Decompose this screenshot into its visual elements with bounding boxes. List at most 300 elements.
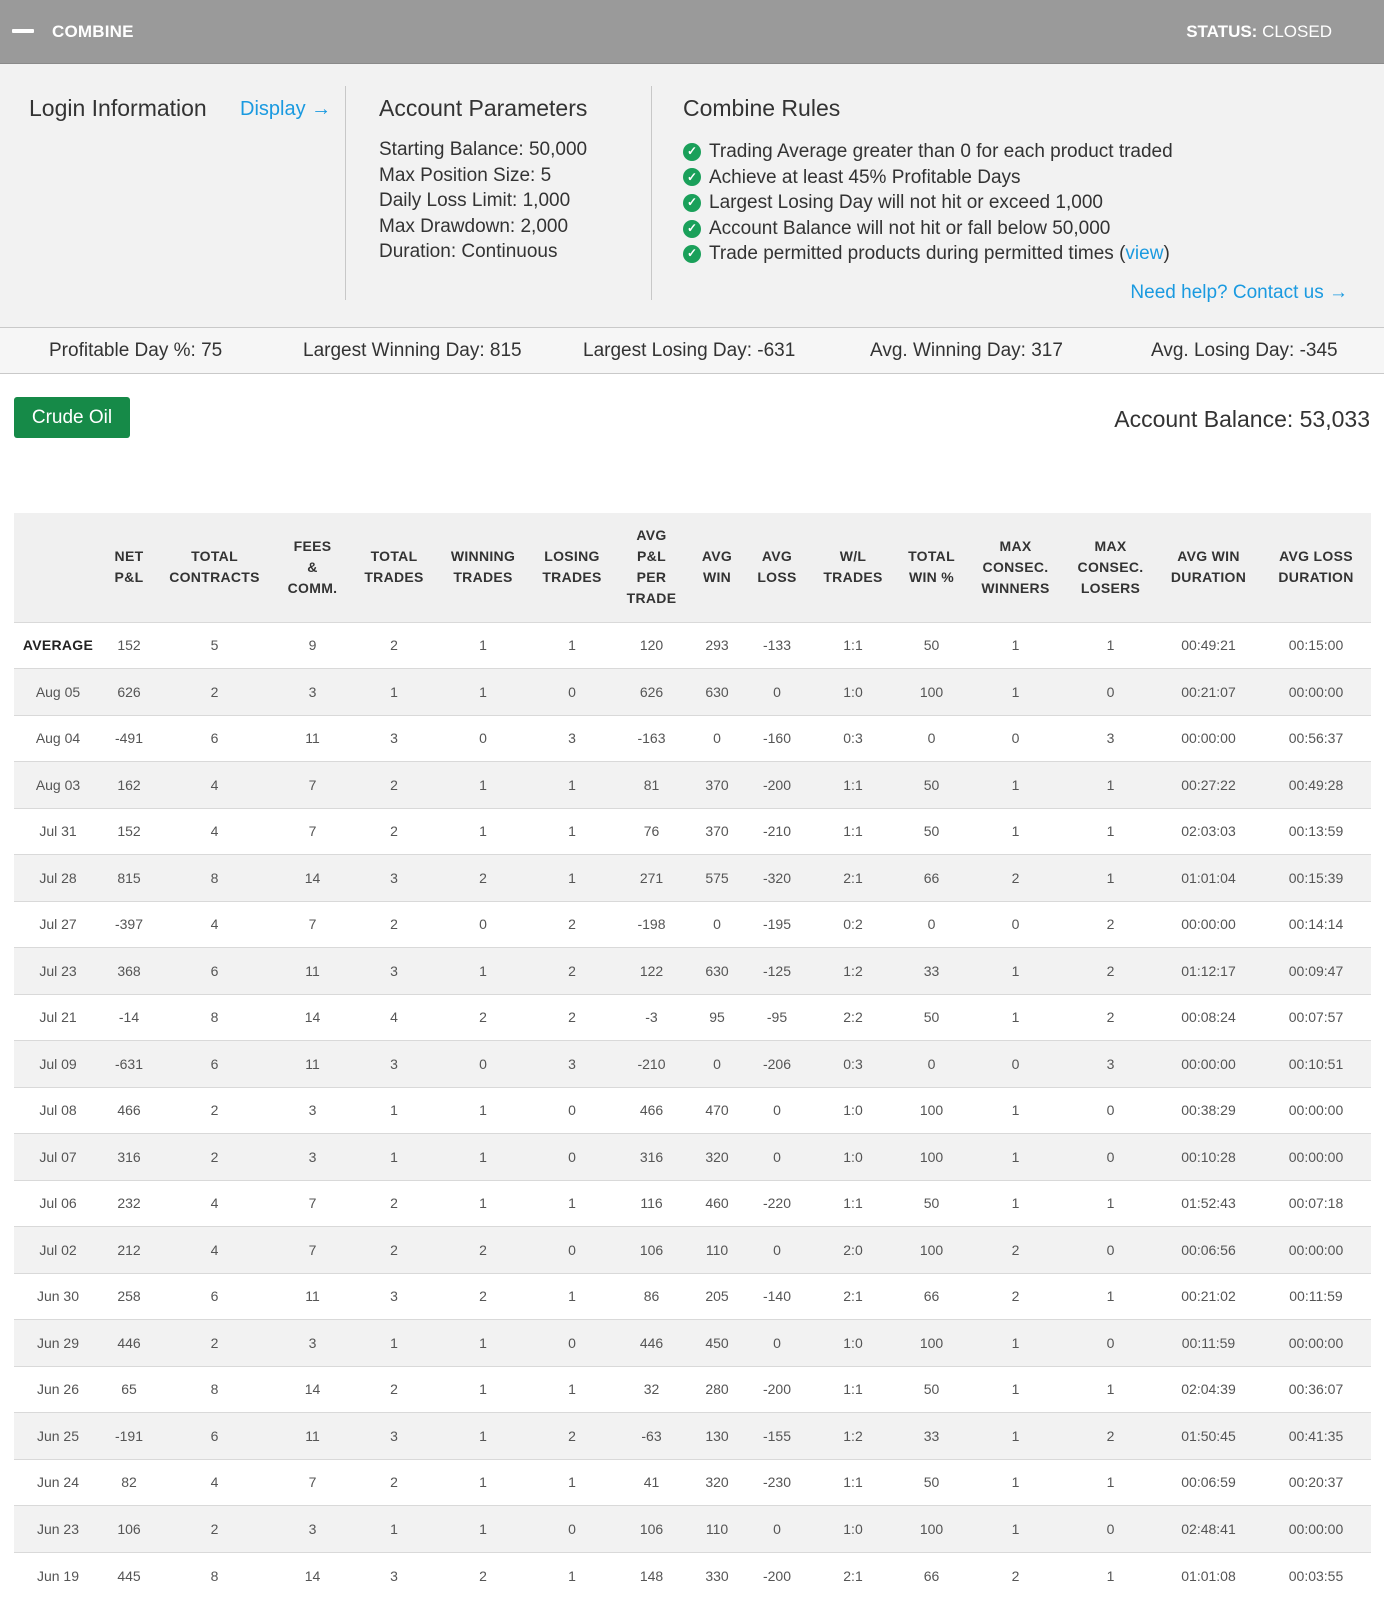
table-cell: 1	[530, 808, 614, 855]
account-parameters-title: Account Parameters	[379, 95, 588, 121]
table-cell: 32	[614, 1366, 689, 1413]
table-cell: 2	[966, 1552, 1065, 1599]
table-cell: 3	[530, 715, 614, 762]
table-cell: -195	[745, 901, 809, 948]
table-cell: 7	[273, 1227, 352, 1274]
crude-oil-product-button[interactable]: Crude Oil	[14, 397, 130, 438]
table-cell: 0	[1065, 1320, 1156, 1367]
contact-us-link[interactable]: Need help? Contact us →	[1130, 282, 1348, 303]
table-cell: 470	[689, 1087, 745, 1134]
table-cell: 1	[966, 948, 1065, 995]
column-header-line: P&L	[114, 569, 144, 586]
column-header-line: MAX	[999, 537, 1032, 554]
table-cell: 00:13:59	[1261, 808, 1371, 855]
column-header-line: WIN %	[908, 569, 955, 586]
column-header-line: &	[307, 558, 318, 575]
table-cell: 50	[897, 762, 966, 809]
minus-icon[interactable]	[12, 29, 34, 33]
rule-text: Trading Average greater than 0 for each product traded	[709, 141, 1173, 162]
table-cell: 9	[273, 622, 352, 669]
table-cell: 00:49:28	[1261, 762, 1371, 809]
table-cell: 3	[352, 1273, 436, 1320]
table-cell: 0	[745, 1134, 809, 1181]
table-cell: -200	[745, 1552, 809, 1599]
table-cell: 50	[897, 1366, 966, 1413]
table-cell: 1	[436, 1366, 530, 1413]
table-cell: 2	[436, 855, 530, 902]
table-cell: 4	[156, 901, 273, 948]
table-cell: 00:00:00	[1261, 669, 1371, 716]
table-cell: 7	[273, 1180, 352, 1227]
column-header-line: TRADES	[364, 569, 424, 586]
check-circle-icon: ✓	[683, 220, 701, 238]
table-cell: 1	[436, 669, 530, 716]
table-cell: 2	[156, 1134, 273, 1181]
table-cell: 00:00:00	[1261, 1320, 1371, 1367]
table-cell: 50	[897, 1459, 966, 1506]
column-header	[614, 513, 689, 622]
table-cell: 2	[530, 994, 614, 1041]
table-cell: 1	[966, 669, 1065, 716]
table-row	[14, 1227, 1371, 1274]
param-daily-loss-limit: Daily Loss Limit: 1,000	[379, 190, 571, 211]
table-cell: 00:06:56	[1156, 1227, 1261, 1274]
column-header-line: TRADES	[823, 569, 883, 586]
table-row	[14, 1087, 1371, 1134]
table-cell: 3	[530, 1041, 614, 1088]
column-header-line: TRADES	[453, 569, 513, 586]
row-date-cell: Jun 24	[14, 1459, 102, 1506]
column-header-line: CONSEC.	[982, 558, 1049, 575]
table-cell: -320	[745, 855, 809, 902]
table-cell: 00:20:37	[1261, 1459, 1371, 1506]
table-cell: 120	[614, 622, 689, 669]
table-cell: 4	[156, 808, 273, 855]
column-header-line: DURATION	[1170, 569, 1247, 586]
table-cell: 3	[352, 1041, 436, 1088]
table-cell: 466	[614, 1087, 689, 1134]
table-cell: 1	[436, 1087, 530, 1134]
table-cell: 100	[897, 1134, 966, 1181]
table-cell: -14	[102, 994, 156, 1041]
table-row	[14, 948, 1371, 995]
table-row	[14, 1413, 1371, 1460]
table-cell: 450	[689, 1320, 745, 1367]
column-header-line: TRADES	[542, 569, 602, 586]
row-date-cell: Jun 29	[14, 1320, 102, 1367]
table-cell: 0	[689, 1041, 745, 1088]
table-cell: 0	[530, 1087, 614, 1134]
table-cell: 00:21:02	[1156, 1273, 1261, 1320]
table-cell: 00:15:39	[1261, 855, 1371, 902]
table-cell: 82	[102, 1459, 156, 1506]
table-cell: -95	[745, 994, 809, 1041]
table-cell: 1	[352, 1320, 436, 1367]
table-cell: 1	[1065, 622, 1156, 669]
table-cell: 1:0	[809, 1506, 897, 1553]
column-header-line: PER	[636, 569, 667, 586]
table-row	[14, 715, 1371, 762]
table-cell: 86	[614, 1273, 689, 1320]
table-cell: -200	[745, 1366, 809, 1413]
table-cell: 2	[156, 1506, 273, 1553]
table-cell: 3	[352, 1413, 436, 1460]
rule-text: Largest Losing Day will not hit or exceed 1,000	[709, 192, 1103, 214]
table-cell: 320	[689, 1459, 745, 1506]
table-cell: 293	[689, 622, 745, 669]
table-row	[14, 855, 1371, 902]
param-starting-balance: Starting Balance: 50,000	[379, 139, 588, 160]
table-cell: 1	[436, 1320, 530, 1367]
column-header-line: AVG LOSS	[1279, 548, 1353, 565]
table-row	[14, 1552, 1371, 1599]
table-cell: 1	[966, 808, 1065, 855]
table-cell: 00:15:00	[1261, 622, 1371, 669]
table-cell: 1	[352, 669, 436, 716]
table-cell: 122	[614, 948, 689, 995]
table-cell: 0	[966, 715, 1065, 762]
table-cell: 33	[897, 1413, 966, 1460]
row-date-cell: Aug 04	[14, 715, 102, 762]
table-cell: 01:01:08	[1156, 1552, 1261, 1599]
row-date-cell: Jul 31	[14, 808, 102, 855]
table-cell: -230	[745, 1459, 809, 1506]
table-cell: 0	[689, 901, 745, 948]
table-cell: 1	[436, 1134, 530, 1181]
table-cell: 0	[1065, 1506, 1156, 1553]
check-circle-icon: ✓	[683, 168, 701, 186]
table-cell: 0	[1065, 1134, 1156, 1181]
table-cell: 100	[897, 669, 966, 716]
table-cell: 0	[530, 1134, 614, 1181]
table-cell: -210	[745, 808, 809, 855]
table-cell: 00:38:29	[1156, 1087, 1261, 1134]
table-cell: 271	[614, 855, 689, 902]
rule-item	[683, 241, 1173, 267]
table-cell: 3	[1065, 715, 1156, 762]
table-cell: 66	[897, 855, 966, 902]
table-cell: 11	[273, 1041, 352, 1088]
table-cell: -133	[745, 622, 809, 669]
table-cell: 00:07:18	[1261, 1180, 1371, 1227]
table-cell: -155	[745, 1413, 809, 1460]
column-header-line: TOTAL	[370, 548, 418, 565]
info-panel	[0, 64, 1384, 327]
table-row	[14, 901, 1371, 948]
daily-stats-table	[14, 513, 1371, 1599]
rule-text-close: )	[1163, 243, 1170, 265]
combine-header-bar[interactable]	[0, 0, 1384, 64]
table-cell: 258	[102, 1273, 156, 1320]
table-cell: 81	[614, 762, 689, 809]
row-date-cell: Jul 07	[14, 1134, 102, 1181]
table-cell: 3	[352, 855, 436, 902]
table-cell: 575	[689, 855, 745, 902]
table-cell: 1	[1065, 1273, 1156, 1320]
table-row	[14, 994, 1371, 1041]
table-cell: 110	[689, 1227, 745, 1274]
table-cell: 1	[966, 1459, 1065, 1506]
rule-item	[683, 216, 1173, 242]
table-cell: 00:27:22	[1156, 762, 1261, 809]
table-cell: 1	[530, 1273, 614, 1320]
rule-text: Achieve at least 45% Profitable Days	[709, 166, 1021, 188]
table-cell: 2	[436, 1227, 530, 1274]
table-cell: 100	[897, 1227, 966, 1274]
column-header-line: AVG	[636, 527, 667, 544]
table-cell: 232	[102, 1180, 156, 1227]
table-cell: 3	[352, 715, 436, 762]
table-body	[14, 622, 1371, 1599]
table-cell: 1	[1065, 1180, 1156, 1227]
table-cell: 4	[156, 1180, 273, 1227]
table-cell: 1	[1065, 855, 1156, 902]
table-cell: 01:12:17	[1156, 948, 1261, 995]
table-cell: 65	[102, 1366, 156, 1413]
table-cell: -631	[102, 1041, 156, 1088]
table-cell: -63	[614, 1413, 689, 1460]
table-cell: 1	[436, 1459, 530, 1506]
row-date-cell: Jul 08	[14, 1087, 102, 1134]
table-cell: 3	[273, 1087, 352, 1134]
table-cell: 7	[273, 1459, 352, 1506]
table-cell: 1	[966, 1506, 1065, 1553]
table-cell: 00:03:55	[1261, 1552, 1371, 1599]
table-cell: 1	[436, 808, 530, 855]
table-cell: 626	[614, 669, 689, 716]
table-cell: 1:1	[809, 1366, 897, 1413]
stat-avg-losing-day: Avg. Losing Day: -345	[1151, 340, 1338, 361]
table-cell: 3	[273, 1320, 352, 1367]
table-cell: 1	[966, 1134, 1065, 1181]
column-header	[745, 513, 809, 622]
table-cell: 1:2	[809, 948, 897, 995]
table-cell: 00:11:59	[1156, 1320, 1261, 1367]
table-cell: 3	[273, 1134, 352, 1181]
column-header	[102, 513, 156, 622]
row-date-cell: Jul 23	[14, 948, 102, 995]
table-cell: 1	[436, 762, 530, 809]
table-cell: 02:48:41	[1156, 1506, 1261, 1553]
average-row	[14, 622, 1371, 669]
table-cell: 1	[436, 1413, 530, 1460]
column-header-line: LOSING	[544, 548, 600, 565]
display-login-link[interactable]: Display →	[240, 98, 332, 120]
section-divider	[345, 86, 346, 300]
section-divider	[651, 86, 652, 300]
table-cell: 0	[745, 1227, 809, 1274]
table-row	[14, 1506, 1371, 1553]
table-header-row	[14, 513, 1371, 622]
table-row	[14, 1041, 1371, 1088]
table-cell: 445	[102, 1552, 156, 1599]
table-cell: 00:36:07	[1261, 1366, 1371, 1413]
table-cell: 00:07:57	[1261, 994, 1371, 1041]
column-header-line: MAX	[1094, 537, 1127, 554]
table-cell: 2	[352, 1459, 436, 1506]
column-header-line: NET	[114, 548, 144, 565]
stat-profitable-day-pct: Profitable Day %: 75	[49, 340, 223, 361]
table-cell: 1:1	[809, 1459, 897, 1506]
column-header-line: COMM.	[287, 579, 338, 596]
column-header	[1065, 513, 1156, 622]
table-cell: 50	[897, 1180, 966, 1227]
table-cell: 368	[102, 948, 156, 995]
table-cell: 370	[689, 762, 745, 809]
rule-item	[683, 139, 1173, 165]
table-cell: 2	[436, 1552, 530, 1599]
row-date-cell: AVERAGE	[14, 622, 102, 669]
column-header	[689, 513, 745, 622]
table-cell: 110	[689, 1506, 745, 1553]
table-cell: -191	[102, 1413, 156, 1460]
table-cell: 01:52:43	[1156, 1180, 1261, 1227]
table-cell: 00:41:35	[1261, 1413, 1371, 1460]
table-cell: 1	[966, 994, 1065, 1041]
column-header-line: P&L	[637, 548, 666, 565]
table-cell: 50	[897, 994, 966, 1041]
table-cell: 7	[273, 901, 352, 948]
table-cell: 4	[156, 1227, 273, 1274]
account-parameters-list	[379, 137, 587, 265]
table-cell: 2	[1065, 994, 1156, 1041]
param-max-drawdown: Max Drawdown: 2,000	[379, 215, 569, 237]
table-cell: 1:2	[809, 1413, 897, 1460]
table-cell: 466	[102, 1087, 156, 1134]
table-cell: -3	[614, 994, 689, 1041]
column-header	[156, 513, 273, 622]
row-date-cell: Aug 05	[14, 669, 102, 716]
table-cell: 1	[1065, 762, 1156, 809]
combine-title: COMBINE	[52, 22, 134, 41]
column-header-line: AVG	[701, 548, 733, 565]
table-cell: -210	[614, 1041, 689, 1088]
table-row	[14, 1320, 1371, 1367]
daily-stats-table-container	[14, 513, 1371, 1599]
table-cell: 2:0	[809, 1227, 897, 1274]
table-cell: 00:00:00	[1261, 1227, 1371, 1274]
column-header-line: WINNERS	[981, 579, 1050, 596]
table-cell: 460	[689, 1180, 745, 1227]
column-header-line: CONTRACTS	[169, 569, 260, 586]
table-cell: 2	[156, 1087, 273, 1134]
table-cell: 2	[530, 948, 614, 995]
table-cell: 1	[436, 1180, 530, 1227]
rule-text: Trade permitted products during permitted times (	[709, 243, 1126, 265]
column-header	[273, 513, 352, 622]
table-cell: 0	[530, 1320, 614, 1367]
table-cell: 205	[689, 1273, 745, 1320]
table-cell: 8	[156, 855, 273, 902]
combine-rules-title: Combine Rules	[683, 95, 841, 121]
table-cell: 2	[352, 901, 436, 948]
table-cell: 1	[966, 622, 1065, 669]
table-cell: 0	[897, 715, 966, 762]
table-cell: 2	[352, 622, 436, 669]
table-cell: 3	[352, 948, 436, 995]
table-cell: 3	[273, 1506, 352, 1553]
table-cell: 0	[436, 901, 530, 948]
view-permitted-products-link[interactable]: view	[1125, 243, 1164, 265]
table-cell: 446	[614, 1320, 689, 1367]
table-cell: 2	[352, 1180, 436, 1227]
table-cell: 1:1	[809, 1180, 897, 1227]
table-cell: 2	[352, 808, 436, 855]
table-cell: -125	[745, 948, 809, 995]
table-cell: 0	[745, 1506, 809, 1553]
rule-item	[683, 190, 1173, 216]
table-cell: 11	[273, 948, 352, 995]
table-cell: 1	[530, 855, 614, 902]
table-cell: 630	[689, 669, 745, 716]
table-cell: 100	[897, 1320, 966, 1367]
table-cell: 0:2	[809, 901, 897, 948]
table-cell: 0	[436, 715, 530, 762]
table-cell: -198	[614, 901, 689, 948]
table-cell: 1	[966, 1180, 1065, 1227]
table-cell: 76	[614, 808, 689, 855]
table-cell: 320	[689, 1134, 745, 1181]
table-cell: 00:08:24	[1156, 994, 1261, 1041]
table-cell: 1	[530, 1552, 614, 1599]
table-cell: 3	[352, 1552, 436, 1599]
table-cell: 7	[273, 762, 352, 809]
table-cell: -206	[745, 1041, 809, 1088]
table-cell: 14	[273, 994, 352, 1041]
table-cell: 0	[897, 901, 966, 948]
table-cell: 1:0	[809, 1134, 897, 1181]
table-cell: 0	[966, 1041, 1065, 1088]
table-cell: 0	[745, 1087, 809, 1134]
column-header	[1261, 513, 1371, 622]
table-cell: 00:09:47	[1261, 948, 1371, 995]
table-cell: 316	[102, 1134, 156, 1181]
table-row	[14, 1459, 1371, 1506]
table-cell: 02:03:03	[1156, 808, 1261, 855]
stat-avg-winning-day: Avg. Winning Day: 317	[870, 340, 1063, 361]
table-cell: 6	[156, 1273, 273, 1320]
table-cell: 00:06:59	[1156, 1459, 1261, 1506]
column-header-line: AVG WIN	[1177, 548, 1240, 565]
row-date-cell: Jul 27	[14, 901, 102, 948]
column-header-line: TRADE	[626, 590, 677, 607]
table-cell: 130	[689, 1413, 745, 1460]
table-cell: -160	[745, 715, 809, 762]
table-row	[14, 669, 1371, 716]
column-header	[352, 513, 436, 622]
column-header-line: FEES	[293, 537, 332, 554]
table-cell: 630	[689, 948, 745, 995]
check-circle-icon: ✓	[683, 143, 701, 161]
table-cell: 00:00:00	[1156, 715, 1261, 762]
table-cell: 1	[1065, 1459, 1156, 1506]
table-cell: 100	[897, 1087, 966, 1134]
stat-largest-losing-day: Largest Losing Day: -631	[583, 340, 796, 361]
table-cell: 2	[352, 762, 436, 809]
table-cell: 1:0	[809, 669, 897, 716]
table-cell: 6	[156, 948, 273, 995]
table-cell: 4	[156, 1459, 273, 1506]
column-header-line: AVG	[761, 548, 793, 565]
table-cell: 2	[436, 1273, 530, 1320]
combine-rules-list	[683, 139, 1173, 267]
table-cell: 4	[352, 994, 436, 1041]
status-indicator	[1186, 22, 1332, 42]
table-row	[14, 808, 1371, 855]
table-cell: 1	[966, 762, 1065, 809]
table-cell: -200	[745, 762, 809, 809]
table-cell: 50	[897, 808, 966, 855]
